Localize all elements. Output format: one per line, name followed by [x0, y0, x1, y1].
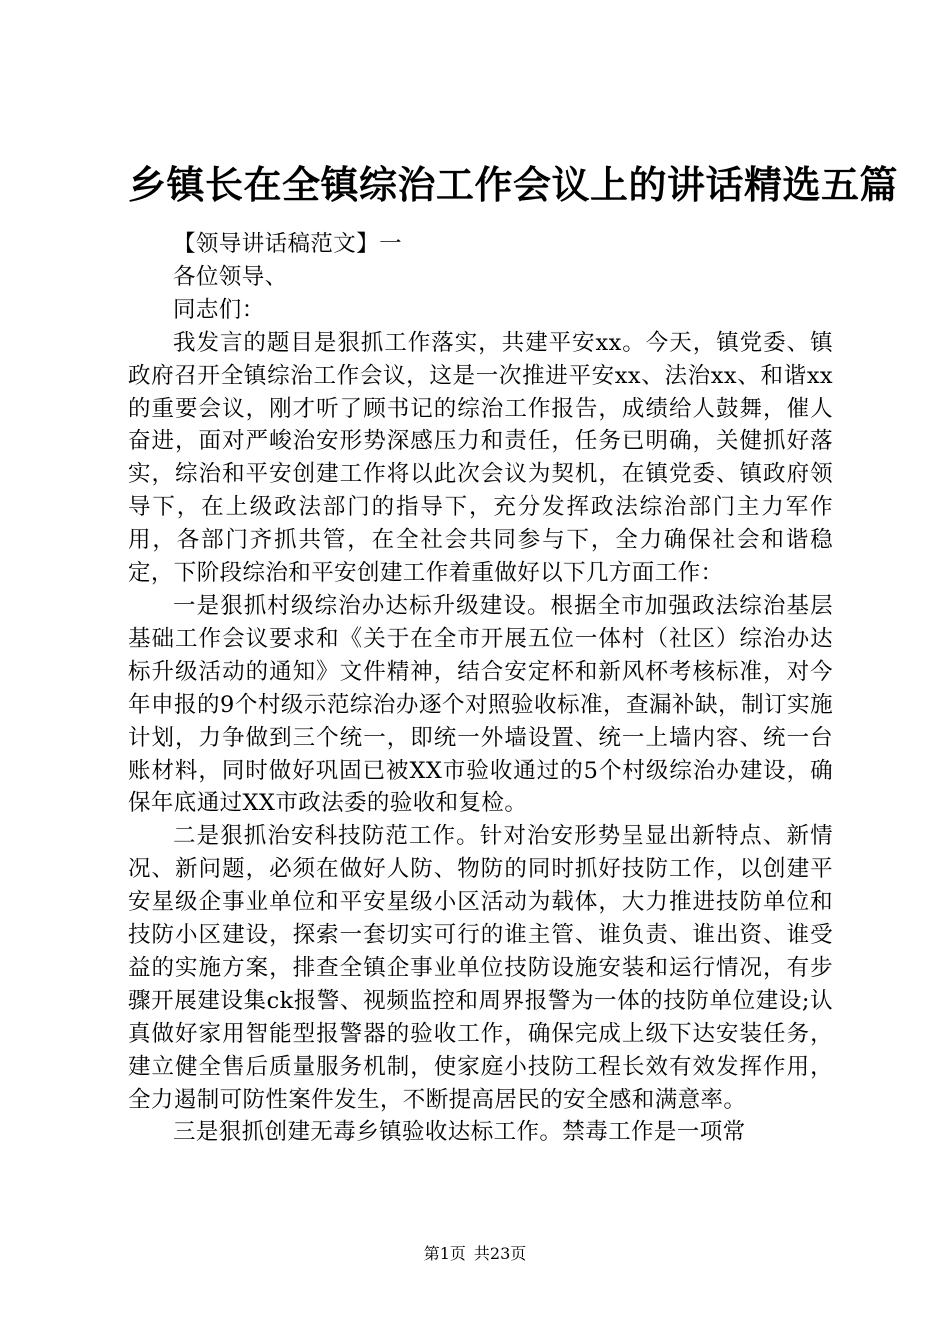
body-paragraph: 三是狠抓创建无毒乡镇验收达标工作。禁毒工作是一项常 [173, 1119, 746, 1146]
body-paragraph: 二是狠抓治安科技防范工作。针对治安形势呈显出新特点、新情况、新问题，必须在做好人防、物防的同时抓好技防工作，以创建平安星级企事业单位和平安星级小区活动为载体，大力推进技防单位和技防小区建设，探索一套切实可行的谁主管、谁负责、谁出资、谁受益的实施方案，排查全镇企事业单位技防设施安装和运行情况，有步骤开展建设集ck报警、视频监控和周界报警为一体的技防单位建设;认真做好家用智能型报警器的验收工作，确保完成上级下达安装任务，建立健全售后质量服务机制，使家庭小技防工程长效有效发挥作用，全力遏制可防性案件发生，不断提高居民的安全感和满意率。 [128, 823, 833, 1113]
body-paragraph: 一是狠抓村级综治办达标升级建设。根据全市加强政法综治基层基础工作会议要求和《关于在全市开展五位一体村（社区）综治办达标升级活动的通知》文件精神，结合安定杯和新风杯考核标准，对今年申报的9个村级示范综治办逐个对照验收标准，查漏补缺，制订实施计划，力争做到三个统一，即统一外墙设置、统一上墙内容、统一台账材料，同时做好巩固已被XX市验收通过的5个村级综治办建设，确保年底通过XX市政法委的验收和复检。 [128, 592, 833, 817]
document-title: 乡镇长在全镇综治工作会议上的讲话精选五篇 [128, 163, 899, 207]
page-number: 第1页 [423, 1244, 466, 1263]
document-body [128, 228, 833, 1149]
page-total: 共23页 [473, 1244, 527, 1263]
salutation-line-1: 各位领导、 [173, 263, 288, 290]
heading-line: 【领导讲话稿范文】一 [173, 231, 403, 257]
body-paragraph: 我发言的题目是狠抓工作落实，共建平安xx。今天，镇党委、镇政府召开全镇综治工作会议，这是一次推进平安xx、法治xx、和谐xx的重要会议，刚才听了顾书记的综治工作报告，成绩给人鼓舞，催人奋进，面对严峻治安形势深感压力和责任，任务已明确，关健抓好落实，综治和平安创建工作将以此次会议为契机，在镇党委、镇政府领导下，在上级政法部门的指导下，充分发挥政法综治部门主力军作用，各部门齐抓共管，在全社会共同参与下，全力确保社会和谐稳定，下阶段综治和平安创建工作着重做好以下几方面工作： [128, 329, 833, 587]
page-footer [0, 1243, 950, 1265]
salutation-line-2: 同志们： [173, 296, 265, 323]
